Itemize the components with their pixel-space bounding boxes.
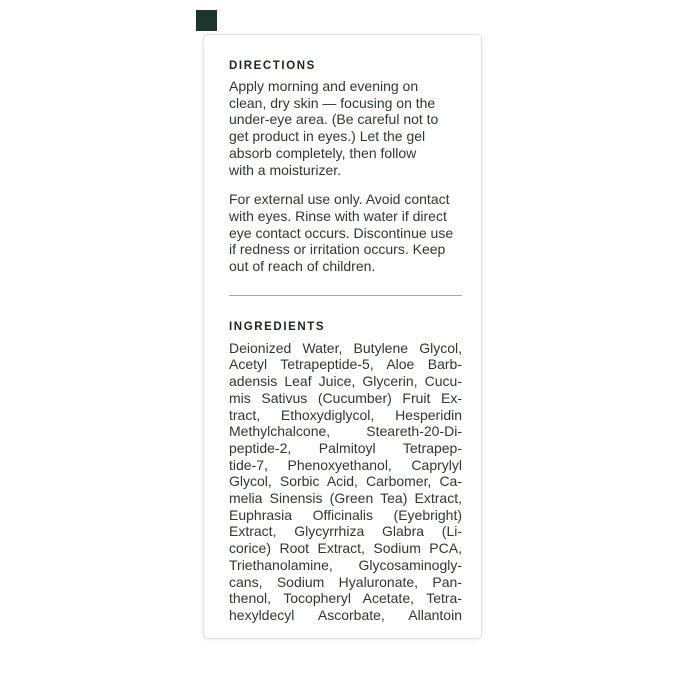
text-line: hexyldecyl Ascorbate, Allantoin <box>229 606 462 623</box>
text-line: with eyes. Rinse with water if direct <box>229 207 447 224</box>
section-divider <box>229 295 462 296</box>
ingredients-heading: INGREDIENTS <box>229 320 326 333</box>
text-line: Euphrasia Officinalis (Eyebright) <box>229 506 462 523</box>
text-line: under-eye area. (Be careful not to <box>229 111 439 128</box>
text-line: Deionized Water, Butylene Glycol, <box>229 339 462 356</box>
ingredients-section <box>229 320 462 624</box>
directions-section <box>229 59 462 275</box>
text-line: For external use only. Avoid contact <box>229 191 450 208</box>
text-line: if redness or irritation occurs. Keep <box>229 241 446 258</box>
directions-usage-paragraph <box>229 78 462 178</box>
text-line: Triethanolamine, Glycosaminogly- <box>229 556 462 573</box>
text-line: Glycol, Sorbic Acid, Carbomer, Ca- <box>229 473 462 490</box>
text-line: peptide-2, Palmitoyl Tetrapep- <box>229 439 462 456</box>
text-line: clean, dry skin — focusing on the <box>229 94 436 111</box>
directions-warning-paragraph <box>229 191 462 275</box>
text-line: tract, Ethoxydiglycol, Hesperidin <box>229 406 462 423</box>
brand-accent-square <box>196 10 217 31</box>
product-label-card <box>203 34 482 639</box>
text-line: Methylchalcone, Steareth-20-Di- <box>229 423 462 440</box>
text-line: get product in eyes.) Let the gel <box>229 128 426 145</box>
text-line: mis Sativus (Cucumber) Fruit Ex- <box>229 389 462 406</box>
text-line: adensis Leaf Juice, Glycerin, Cucu- <box>229 373 462 390</box>
text-line: out of reach of children. <box>229 258 376 275</box>
text-line: melia Sinensis (Green Tea) Extract, <box>229 490 462 507</box>
text-line: Apply morning and evening on <box>229 78 419 94</box>
text-line: Acetyl Tetrapeptide-5, Aloe Barb- <box>229 356 462 373</box>
text-line: eye contact occurs. Discontinue use <box>229 224 454 241</box>
text-line: with a moisturizer. <box>229 161 342 178</box>
text-line: thenol, Tocopheryl Acetate, Tetra- <box>229 590 462 607</box>
text-line: tide-7, Phenoxyethanol, Caprylyl <box>229 456 462 473</box>
text-line: corice) Root Extract, Sodium PCA, <box>229 540 462 557</box>
directions-heading: DIRECTIONS <box>229 60 316 72</box>
ingredients-paragraph <box>229 340 462 624</box>
text-line: cans, Sodium Hyaluronate, Pan- <box>229 573 462 590</box>
text-line: absorb completely, then follow <box>229 144 417 161</box>
text-line: Extract, Glycyrrhiza Glabra (Li- <box>229 523 462 540</box>
